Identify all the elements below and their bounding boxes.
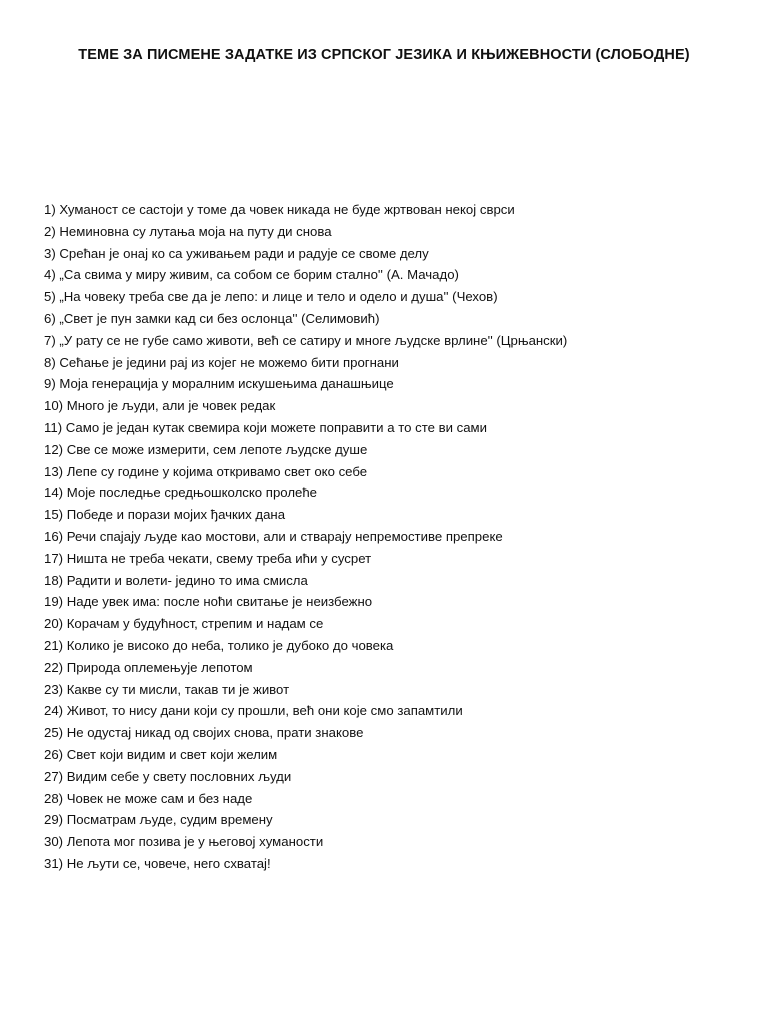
topic-item: 6) „Свет је пун замки кад си без ослонца'' (Селимовић) — [44, 310, 380, 326]
topic-item: 16) Речи спајају људе као мостови, али и стварају непремостиве препреке — [44, 528, 503, 544]
topic-item: 9) Моја генерација у моралним искушењима данашњице — [44, 376, 394, 392]
topic-item: 19) Наде увек има: после ноћи свитање је неизбежно — [44, 594, 373, 610]
topic-item: 25) Не одустај никад од својих снова, прати знакове — [44, 725, 364, 741]
topic-item: 10) Много је људи, али је човек редак — [44, 398, 276, 414]
topic-item: 7) „У рату се не губе само животи, већ се сатиру и многе људске врлине'' (Црњански) — [44, 332, 568, 348]
topic-item: 24) Живот, то нису дани који су прошли, већ они које смо запамтили — [44, 703, 463, 719]
topic-item: 3) Срећан је онај ко са уживањем ради и радује се своме делу — [44, 245, 429, 261]
document-title: ТЕМЕ ЗА ПИСМЕНЕ ЗАДАТКЕ ИЗ СРПСКОГ ЈЕЗИКА И КЊИЖЕВНОСТИ (СЛОБОДНЕ) — [78, 47, 690, 63]
topic-item: 1) Хуманост се састоји у томе да човек никада не буде жртвован некој сврси — [44, 202, 515, 217]
topic-item: 29) Посматрам људе, судим времену — [44, 812, 273, 828]
topic-list — [44, 199, 744, 875]
topic-item: 26) Свет који видим и свет који желим — [44, 746, 278, 762]
topic-item: 31) Не љути се, човече, него схватај! — [44, 855, 271, 871]
topic-item: 13) Лепе су године у којима откривамо свет око себе — [44, 463, 368, 479]
topic-item: 11) Само је један кутак свемира који можете поправити а то сте ви сами — [44, 419, 487, 435]
topic-item: 17) Ништа не треба чекати, свему треба ићи у сусрет — [44, 550, 372, 566]
topic-item: 27) Видим себе у свету пословних људи — [44, 768, 292, 784]
topic-item: 5) „На човеку треба све да је лепо: и лице и тело и одело и душа'' (Чехов) — [44, 289, 498, 305]
topic-item: 2) Неминовна су лутања моја на путу ди снова — [44, 223, 332, 239]
topic-item: 12) Све се може измерити, сем лепоте људске душе — [44, 441, 368, 457]
topic-item: 15) Победе и порази мојих ђачких дана — [44, 507, 286, 523]
topic-item: 23) Какве су ти мисли, такав ти је живот — [44, 681, 290, 697]
topic-item: 28) Човек не може сам и без наде — [44, 790, 253, 806]
topic-item: 14) Моје последње средњошколско пролеће — [44, 485, 318, 501]
topic-item: 22) Природа оплемењује лепотом — [44, 659, 253, 675]
topic-item: 18) Радити и волети- једино то има смисла — [44, 572, 308, 588]
topic-item: 4) „Са свима у миру живим, са собом се борим стално'' (А. Мачадо) — [44, 267, 459, 283]
topic-item: 8) Сећање је једини рај из којег не можемо бити прогнани — [44, 354, 399, 370]
topic-item: 21) Колико је високо до неба, толико је дубоко до човека — [44, 637, 394, 653]
topic-item: 30) Лепота мог позива је у његовој хуманости — [44, 834, 324, 850]
topic-item: 20) Корачам у будућност, стрепим и надам се — [44, 616, 324, 632]
